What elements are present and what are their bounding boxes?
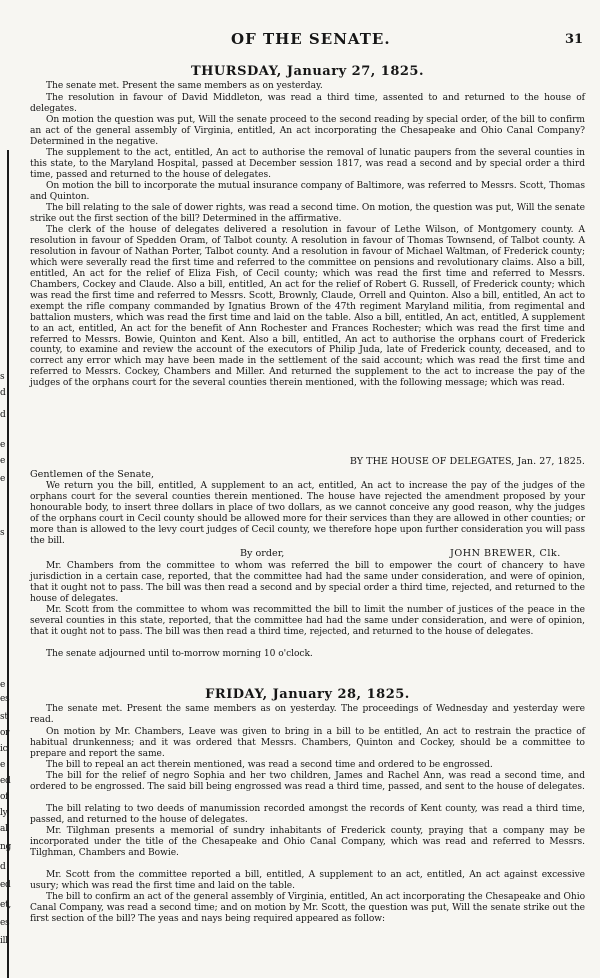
journal-entry: The senate met. Present the same members as on yesterday. [46,81,323,91]
margin-fragment: of [0,792,9,802]
binding-edge [7,150,9,978]
margin-fragment: ng [0,842,11,852]
journal-entry: The clerk of the house of delegates delivered a resolution in favour of Lethe Wilson, of Montgomery county. A resolution in favour of Spedden Oram, of Talbot county. A resolution in favour of Thomas Townsend, of Talbot county. A resolution in favour of Nathan Porter, Talbot county. And a resolution in favour of Michael Waltman, of Frederick county; which were severally read the first time and referred to the committee on pensions and revolutionary claims. Also a bill, entitled, An act for the relief of Eliza Fish, of Cecil county; which was read the first time and referred to Messrs. Chambers, Cockey and Claude. Also a bill, entitled, An act for the relief of Robert G. Russell, of Frederick county; which was read the first time and referred to Messrs. Scott, Brownly, Claude, Orrell and Quinton. Also a bill, entitled, An act to exempt the rifle company commanded by Ignatius Brown of the 47th regiment Maryland militia, from regimental and battalion musters, which was read the first time and laid on the table. Also a bill, entitled, An act, entitled, A supplement to an act, entitled, An act for the benefit of Ann Rochester and Frances Rochester; which was read the first time and referred to Messrs. Bowie, Quinton and Kent. Also a bill, entitled, An act to authorise the orphans court of Frederick county, to examine and review the account of the executors of Philip Juda, late of Frederick county, deceased, and to correct any error which may have been made in the settlement of the said account; which was read the first time and referred to Messrs. Cockey, Chambers and Miller. And returned the supplement to the act to increase the pay of the judges of the orphans court for the several counties therein mentioned, with the following message; which was read. [30,225,585,389]
margin-fragment: al [0,824,8,834]
margin-fragment: e [0,474,6,484]
journal-entry: The senate met. Present the same members as on yesterday. The proceedings of Wednesday and yesterday were read. [30,704,585,725]
journal-entry: The bill to repeal an act therein mentioned, was read a second time and ordered to be engrossed. [46,760,493,770]
margin-fragment: ed [0,880,11,890]
margin-fragment: d [0,862,6,872]
running-title: OF THE SENATE. [231,30,391,48]
margin-fragment: e [0,456,6,466]
journal-entry: The bill relating to two deeds of manumission recorded amongst the records of Kent county, was read a third time, passed, and returned to the house of delegates. [30,804,585,825]
page-number: 31 [565,32,584,47]
margin-fragment: e [0,680,6,690]
journal-entry: On motion by Mr. Chambers, Leave was given to bring in a bill to be entitled, An act to restrain the practice of habitual drunkenness; and it was ordered that Messrs. Chambers, Quinton and Cockey, should be a committee to prepare and report the same. [30,727,585,759]
margin-fragment: e [0,440,6,450]
margin-fragment: ed [0,776,11,786]
margin-fragment: s [0,528,5,538]
margin-fragment: ill [0,936,8,946]
message-source: BY THE HOUSE OF DELEGATES, Jan. 27, 1825. [349,456,585,467]
message-salutation: Gentlemen of the Senate, [30,469,154,480]
journal-entry: The bill to confirm an act of the general assembly of Virginia, entitled, An act incorporating the Chesapeake and Ohio Canal Company, was read a second time; and on motion by Mr. Scott, the question was put, Will the senate strike out the first section of the bill? The yeas and nays being required appeared as follow: [30,892,585,924]
margin-fragment: or [0,728,10,738]
journal-entry: Mr. Chambers from the committee to whom was referred the bill to empower the court of chancery to have jurisdiction in a certain case, reported, that the committee had had the same under consideration, and were of opinion, that it ought not to pass. The bill was then read a second and by special order a third time, rejected, and returned to the house of delegates. [30,561,585,604]
margin-fragment: ly [0,808,8,818]
journal-entry: On motion the bill to incorporate the mutual insurance company of Baltimore, was referred to Messrs. Scott, Thomas and Quinton. [30,181,585,202]
journal-entry: The senate adjourned until to-morrow morning 10 o'clock. [46,649,313,659]
thursday-heading: THURSDAY, January 27, 1825. [190,64,425,79]
message-by-order: By order, [240,548,285,559]
journal-entry: Mr. Scott from the committee reported a bill, entitled, A supplement to an act, entitled, An act against excessive usury; which was read the first time and laid on the table. [30,870,585,891]
journal-entry: The bill for the relief of negro Sophia and her two children, James and Rachel Ann, was read a second time, and ordered to be engrossed. The said bill being engrossed was read a third time, passed, and sent to the house of delegates. [30,771,585,792]
journal-entry: Mr. Scott from the committee to whom was recommitted the bill to limit the number of justices of the peace in the several counties in this state, reported, that the committee had had the same under consideration, and were of opinion, that it ought not to pass. The bill was then read a third time, rejected, and returned to the house of delegates. [30,605,585,637]
journal-entry: The bill relating to the sale of dower rights, was read a second time. On motion, the question was put, Will the senate strike out the first section of the bill? Determined in the affirmative. [30,203,585,224]
journal-entry: The resolution in favour of David Middleton, was read a third time, assented to and returned to the house of delegates. [30,93,585,114]
margin-fragment: st [0,712,8,722]
journal-entry: The supplement to the act, entitled, An act to authorise the removal of lunatic paupers from the several counties in this state, to the Maryland Hospital, passed at December session 1817, was read a second and by special order a third time, passed and returned to the house of delegates. [30,148,585,180]
margin-fragment: es [0,918,10,928]
journal-entry: Mr. Tilghman presents a memorial of sundry inhabitants of Frederick county, praying that a company may be incorporated under the title of the Chesapeake and Ohio Canal Company, which was read and referred to Messrs. Tilghman, Chambers and Bowie. [30,826,585,858]
margin-fragment: es [0,694,10,704]
message-body: We return you the bill, entitled, A supplement to an act, entitled, An act to increase the pay of the judges of the orphans court for the several counties therein mentioned. The house have rejected the amendment proposed by your honourable body, to insert three dollars in place of two dollars, as we cannot conceive any good reason, why the judges of the orphans court in Cecil county should be allowed more for their services than they are allowed in other counties; or more than is allowed to the levy court judges of Cecil county, we therefore hope upon further consideration you will pass the bill. [30,481,585,546]
friday-heading: FRIDAY, January 28, 1825. [205,687,410,702]
margin-fragment: s [0,372,5,382]
margin-fragment: e [0,760,6,770]
margin-fragment: ic [0,744,8,754]
margin-fragment: d [0,388,6,398]
journal-entry: On motion the question was put, Will the senate proceed to the second reading by special order, of the bill to confirm an act of the general assembly of Virginia, entitled, An act incorporating the Chesapeake and Ohio Canal Company? Determined in the negative. [30,115,585,147]
message-signature: JOHN BREWER, Clk. [450,548,561,559]
margin-fragment: et, [0,900,11,910]
margin-fragment: d [0,410,6,420]
